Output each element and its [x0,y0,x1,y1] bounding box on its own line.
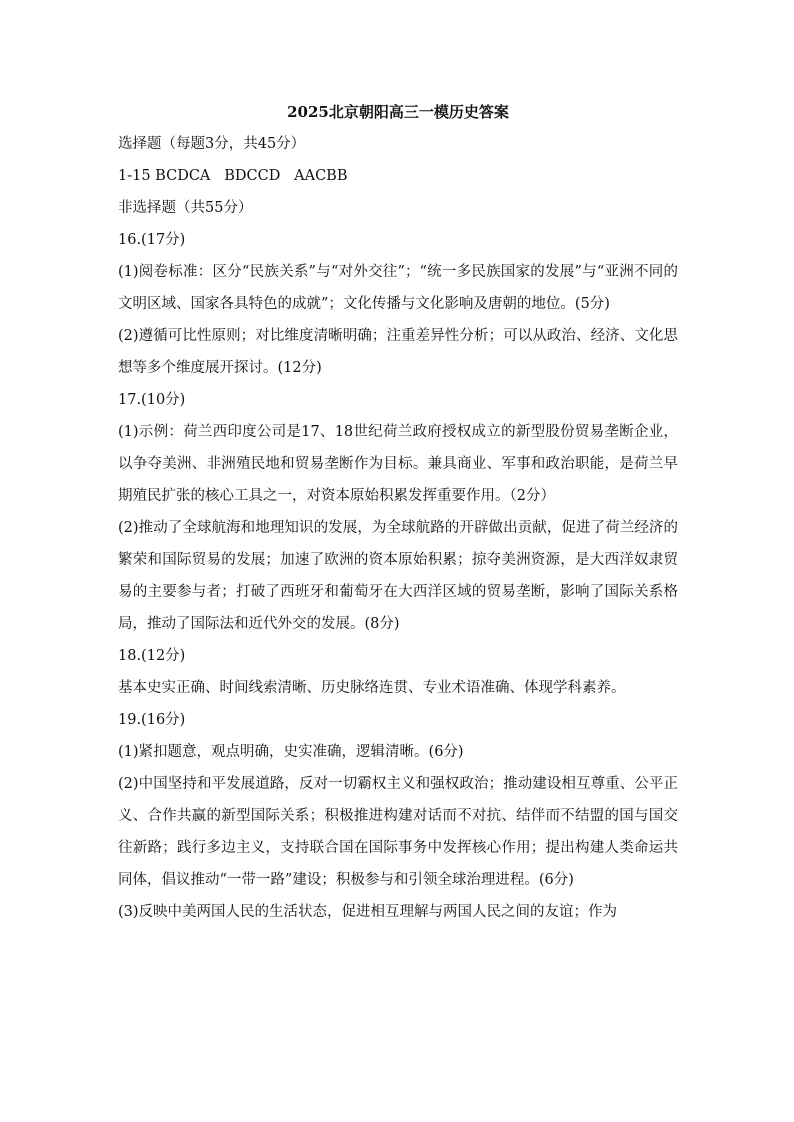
question-17-part-1: (1)示例：荷兰西印度公司是17、18世纪荷兰政府授权成立的新型股份贸易垄断企业，以争夺美洲、非洲殖民地和贸易垄断作为目标。兼具商业、军事和政治职能，是荷兰早期殖民扩张的核心工具之一，对资本原始积累发挥重要作用。（2分） [118,424,678,504]
question-17-header: 17.(10分) [118,392,186,408]
choice-section-header: 选择题（每题3分，共45分） [118,136,306,152]
choice-answers: 1-15 BCDCA BDCCD AACBB [118,168,348,184]
question-16-part-2: (2)遵循可比性原则；对比维度清晰明确；注重差异性分析；可以从政治、经济、文化思想等多个维度展开探讨。(12分) [118,328,678,376]
question-16-part-1: (1)阅卷标准：区分“民族关系”与“对外交往”；“统一多民族国家的发展”与“亚洲不同的文明区域、国家各具特色的成就”；文化传播与文化影响及唐朝的地位。(5分) [118,264,678,312]
nonchoice-section-header: 非选择题（共55分） [118,200,253,216]
document-title: 2025北京朝阳高三一模历史答案 [287,103,509,121]
question-16-header: 16.(17分) [118,232,186,248]
question-19-part-2: (2)中国坚持和平发展道路，反对一切霸权主义和强权政治；推动建设相互尊重、公平正义、合作共赢的新型国际关系；积极推进构建对话而不对抗、结伴而不结盟的国与国交往新路；践行多边主义，支持联合国在国际事务中发挥核心作用；提出构建人类命运共同体，倡议推动“一带一路”建设；积极参与和引领全球治理进程。(6分) [118,776,678,888]
answer-document [118,96,678,928]
question-18-header: 18.(12分) [118,648,186,664]
question-19-part-3: (3)反映中美两国人民的生活状态，促进相互理解与两国人民之间的友谊；作为 [118,904,618,920]
question-19-header: 19.(16分) [118,712,186,728]
question-18-part-1: 基本史实正确、时间线索清晰、历史脉络连贯、专业术语准确、体现学科素养。 [118,680,626,696]
question-19-part-1: (1)紧扣题意，观点明确，史实准确，逻辑清晰。(6分) [118,744,464,760]
question-17-part-2: (2)推动了全球航海和地理知识的发展，为全球航路的开辟做出贡献，促进了荷兰经济的繁荣和国际贸易的发展；加速了欧洲的资本原始积累；掠夺美洲资源，是大西洋奴隶贸易的主要参与者；打破了西班牙和葡萄牙在大西洋区域的贸易垄断，影响了国际关系格局，推动了国际法和近代外交的发展。(8分) [118,520,678,632]
